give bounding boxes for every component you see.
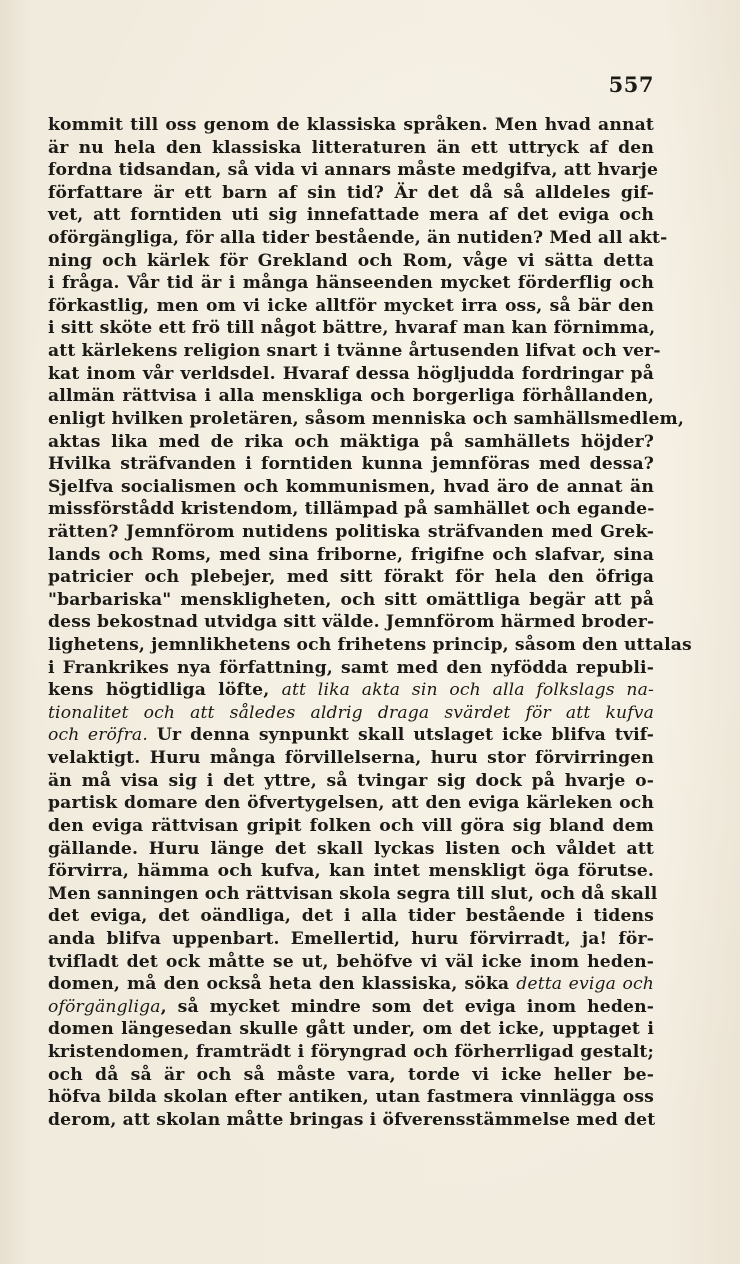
text-line [48, 838, 654, 861]
text-segment: enligt hvilken proletären, såsom menniska och samhällsmedlem, [48, 408, 684, 429]
italic-text: tionalitet och att således aldrig draga svärdet för att kufva [48, 702, 654, 723]
text-segment: i Frankrikes nya författning, samt med den nyfödda republi- [48, 657, 654, 678]
text-line [48, 385, 654, 408]
text-segment: oförgängliga, för alla tider bestående, än nutiden? Med all akt- [48, 228, 668, 249]
italic-text: oförgängliga [48, 996, 161, 1017]
text-segment: , så mycket mindre som det eviga inom heden- [160, 996, 654, 1017]
page-number: 557 [608, 72, 654, 97]
text-segment: dess bekostnad utvidga sitt välde. Jemnförom härmed broder- [48, 612, 655, 633]
text-segment: Men sanningen och rättvisan skola segra till slut, och då skall [48, 883, 658, 904]
text-line [48, 1064, 654, 1087]
text-line [48, 295, 654, 318]
text-segment: kens högtidliga löfte, [48, 680, 282, 701]
text-segment: och då så är och så måste vara, torde vi icke heller be- [48, 1064, 654, 1085]
text-line [48, 657, 654, 680]
text-segment: gällande. Huru länge det skall lyckas listen och våldet att [48, 838, 654, 859]
text-segment: att kärlekens religion snart i tvänne årtusenden lifvat och ver- [48, 341, 661, 362]
text-segment: aktas lika med de rika och mäktiga på samhällets höjder? [48, 431, 654, 452]
text-line [48, 317, 654, 340]
text-segment: Sjelfva socialismen och kommunismen, hvad äro de annat än [48, 476, 654, 497]
text-line [48, 747, 654, 770]
text-line [48, 951, 654, 974]
text-segment: den eviga rättvisan gripit folken och vill göra sig bland dem [48, 815, 654, 836]
text-segment: "barbariska" menskligheten, och sitt omättliga begär att på [48, 589, 654, 610]
text-segment: i fråga. Vår tid är i många hänseenden mycket förderflig och [48, 273, 654, 294]
text-line [48, 272, 654, 295]
text-segment: är nu hela den klassiska litteraturen än ett uttryck af den [48, 137, 654, 158]
text-segment: anda blifva uppenbart. Emellertid, huru förvirradt, ja! för- [48, 928, 654, 949]
text-line [48, 1109, 654, 1132]
text-segment: lands och Roms, med sina friborne, frigifne och slafvar, sina [48, 544, 654, 565]
text-line [48, 498, 654, 521]
text-segment: författare är ett barn af sin tid? Är det då så alldeles gif- [48, 182, 654, 203]
text-line [48, 770, 654, 793]
text-line [48, 137, 654, 160]
text-segment: missförstådd kristendom, tillämpad på samhället och egande- [48, 499, 655, 520]
text-segment: ning och kärlek för Grekland och Rom, våge vi sätta detta [48, 250, 654, 271]
italic-text: detta eviga och [516, 974, 654, 995]
text-segment: än må visa sig i det yttre, så tvingar sig dock på hvarje o- [48, 770, 654, 791]
text-segment: lighetens, jemnlikhetens och frihetens princip, såsom den uttalas [48, 635, 692, 656]
text-line [48, 182, 654, 205]
text-line [48, 1041, 654, 1064]
text-segment: domen längesedan skulle gått under, om det icke, upptaget i [48, 1019, 654, 1040]
text-segment: fordna tidsandan, så vida vi annars måste medgifva, att hvarje [48, 160, 659, 181]
text-line [48, 702, 654, 725]
text-segment: höfva bilda skolan efter antiken, utan fastmera vinnlägga oss [48, 1087, 654, 1108]
text-segment: derom, att skolan måtte bringas i öfverensstämmelse med det [48, 1109, 656, 1130]
text-segment: patricier och plebejer, med sitt förakt för hela den öfriga [48, 567, 654, 588]
text-segment: partisk domare den öfvertygelsen, att den eviga kärleken och [48, 793, 654, 814]
text-line [48, 408, 684, 431]
italic-text: och eröfra. [48, 725, 148, 746]
text-line [48, 905, 654, 928]
text-line [48, 928, 654, 951]
text-segment: vet, att forntiden uti sig innefattade mera af det eviga och [48, 205, 654, 226]
text-line [48, 476, 654, 499]
text-line [48, 611, 654, 634]
text-line [48, 114, 654, 137]
text-segment: det eviga, det oändliga, det i alla tider bestående i tidens [48, 906, 654, 927]
text-line [48, 340, 661, 363]
text-line [48, 521, 654, 544]
text-segment: domen, må den också heta den klassiska, söka [48, 974, 517, 995]
text-segment: allmän rättvisa i alla menskliga och borgerliga förhållanden, [48, 386, 654, 407]
text-line [48, 815, 654, 838]
text-line [48, 996, 654, 1019]
text-segment: velaktigt. Huru många förvillelserna, huru stor förvirringen [48, 748, 654, 769]
text-line [48, 973, 654, 996]
text-line [48, 204, 654, 227]
text-line [48, 589, 654, 612]
text-line [48, 453, 654, 476]
text-segment: kommit till oss genom de klassiska språken. Men hvad annat [48, 115, 654, 135]
text-line [48, 860, 654, 883]
text-segment: kristendomen, framträdt i föryngrad och förherrligad gestalt; [48, 1041, 654, 1062]
text-line [48, 159, 659, 182]
text-segment: Hvilka sträfvanden i forntiden kunna jemnföras med dessa? [48, 454, 654, 475]
text-line [48, 634, 692, 657]
text-line [48, 544, 654, 567]
text-line [48, 1086, 654, 1109]
italic-text: att lika akta sin och alla folkslags na- [281, 680, 654, 701]
text-segment: rätten? Jemnförom nutidens politiska sträfvanden med Grek- [48, 521, 654, 542]
text-line [48, 250, 654, 273]
text-line [48, 883, 658, 906]
text-segment: förvirra, hämma och kufva, kan intet menskligt öga förutse. [48, 861, 654, 882]
text-segment: Ur denna synpunkt skall utslaget icke blifva tvif- [147, 725, 654, 746]
text-line [48, 679, 654, 702]
text-segment: tvifladt det ock måtte se ut, behöfve vi väl icke inom heden- [48, 951, 654, 972]
text-line [48, 724, 654, 747]
text-line [48, 227, 668, 250]
body-text [48, 114, 692, 1131]
text-segment: i sitt sköte ett frö till något bättre, hvaraf man kan förnimma, [48, 318, 656, 339]
text-segment: kat inom vår verldsdel. Hvaraf dessa högljudda fordringar på [48, 363, 654, 384]
text-line [48, 431, 654, 454]
text-line [48, 363, 654, 386]
text-line [48, 1018, 654, 1041]
text-line [48, 792, 654, 815]
text-segment: förkastlig, men om vi icke alltför mycket irra oss, så bär den [48, 295, 654, 316]
text-line [48, 566, 654, 589]
